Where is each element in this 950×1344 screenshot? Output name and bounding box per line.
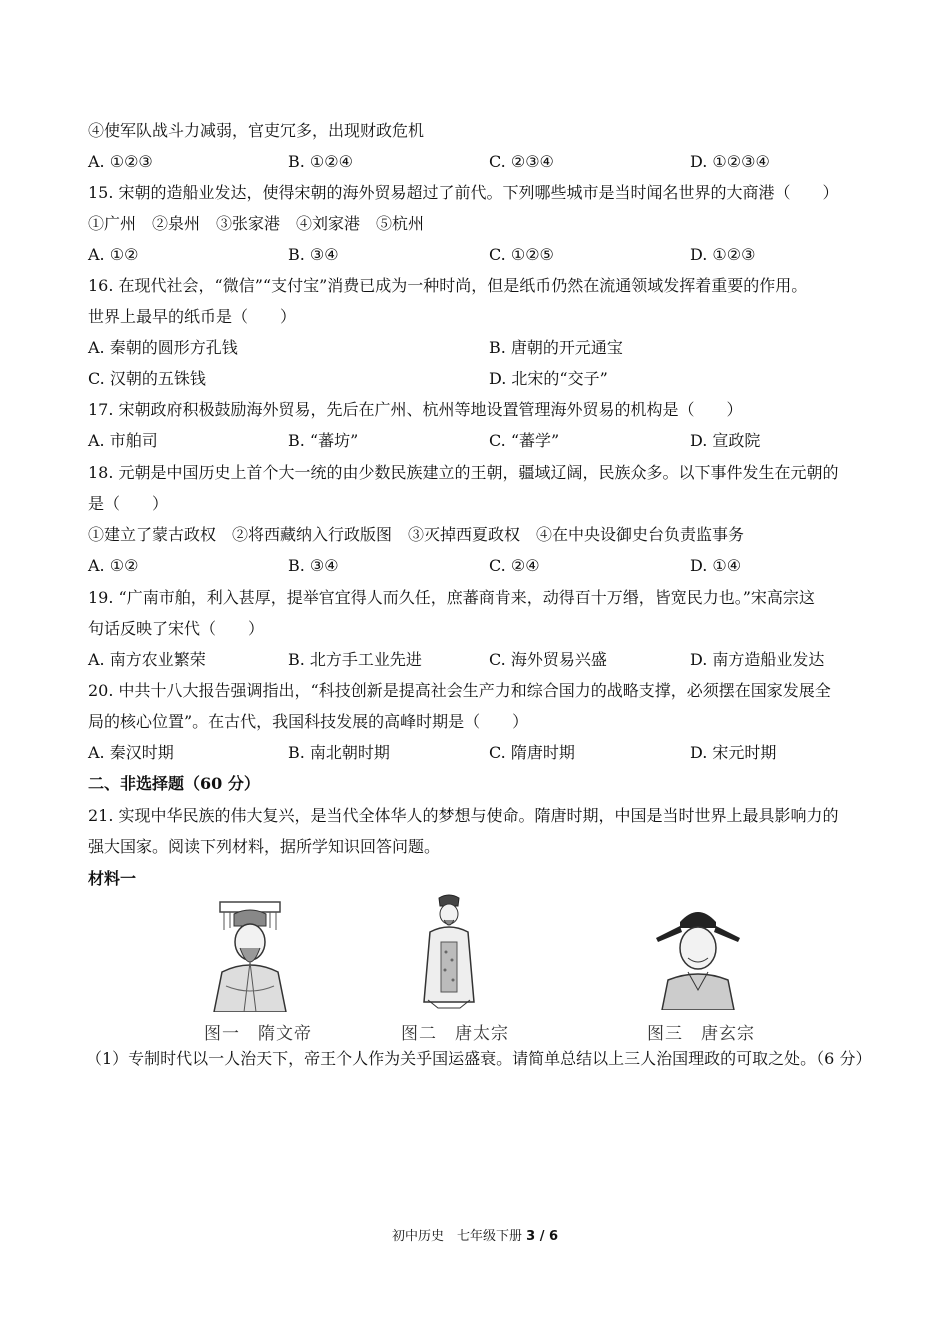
q18-stem-line1: 18. 元朝是中国历史上首个大一统的由少数民族建立的王朝，疆域辽阔，民族众多。以下事件发生在元朝的 <box>88 463 839 482</box>
q20-stem-line2: 局的核心位置”。在古代，我国科技发展的高峰时期是（ ） <box>88 712 529 731</box>
section-heading-nonchoice: 二、非选择题（60 分） <box>88 774 260 793</box>
q16-option-d: D. 北宋的“交子” <box>489 369 608 388</box>
q20-option-c: C. 隋唐时期 <box>489 743 575 762</box>
page-footer <box>0 1225 950 1244</box>
q21-stem-line2: 强大国家。阅读下列材料，据所学知识回答问题。 <box>88 837 441 856</box>
q14-item4: ④使军队战斗力减弱，官吏冗多，出现财政危机 <box>88 121 425 140</box>
q14-option-c: C. ②③④ <box>489 152 554 171</box>
q16-option-b: B. 唐朝的开元通宝 <box>489 338 623 357</box>
q16-stem-line2: 世界上最早的纸币是（ ） <box>88 307 297 326</box>
figure-caption-2: 图二 唐太宗 <box>401 1024 509 1044</box>
material-label: 材料一 <box>88 869 137 888</box>
q14-option-a: A. ①②③ <box>88 152 153 171</box>
q20-option-b: B. 南北朝时期 <box>288 743 390 762</box>
q16-option-a: A. 秦朝的圆形方孔钱 <box>88 338 238 357</box>
page-number: 3 / 6 <box>526 1229 559 1244</box>
q18-option-b: B. ③④ <box>288 556 339 575</box>
q19-option-b: B. 北方手工业先进 <box>288 650 422 669</box>
q18-option-a: A. ①② <box>88 556 139 575</box>
portrait-sui-wendi <box>204 896 296 1012</box>
q15-items: ①广州 ②泉州 ③张家港 ④刘家港 ⑤杭州 <box>88 214 425 233</box>
q15-option-c: C. ①②⑤ <box>489 245 554 264</box>
q16-stem-line1: 16. 在现代社会，“微信”“支付宝”消费已成为一种时尚，但是纸币仍然在流通领域发挥着重要的作用。 <box>88 276 808 295</box>
q15-option-d: D. ①②③ <box>690 245 756 264</box>
figure-caption-3: 图三 唐玄宗 <box>647 1024 755 1044</box>
q18-items: ①建立了蒙古政权 ②将西藏纳入行政版图 ③灭掉西夏政权 ④在中央设御史台负责监事务 <box>88 525 745 544</box>
q20-option-a: A. 秦汉时期 <box>88 743 174 762</box>
q18-option-c: C. ②④ <box>489 556 540 575</box>
q17-stem: 17. 宋朝政府积极鼓励海外贸易，先后在广州、杭州等地设置管理海外贸易的机构是（ ） <box>88 400 743 419</box>
q19-option-a: A. 南方农业繁荣 <box>88 650 206 669</box>
q20-option-d: D. 宋元时期 <box>690 743 777 762</box>
q17-option-b: B. “蕃坊” <box>288 431 359 450</box>
q21-stem-line1: 21. 实现中华民族的伟大复兴，是当代全体华人的梦想与使命。隋唐时期，中国是当时世界上最具影响力的 <box>88 806 839 825</box>
q15-stem: 15. 宋朝的造船业发达，使得宋朝的海外贸易超过了前代。下列哪些城市是当时闻名世界的大商港（ ） <box>88 183 839 202</box>
q19-stem-line2: 句话反映了宋代（ ） <box>88 619 265 638</box>
q16-option-c: C. 汉朝的五铢钱 <box>88 369 206 388</box>
portrait-tang-taizong <box>414 892 484 1010</box>
portrait-tang-xuanzong <box>648 898 748 1010</box>
q18-stem-line2: 是（ ） <box>88 494 169 513</box>
q14-option-d: D. ①②③④ <box>690 152 770 171</box>
q18-option-d: D. ①④ <box>690 556 742 575</box>
q19-option-c: C. 海外贸易兴盛 <box>489 650 607 669</box>
q14-option-b: B. ①②④ <box>288 152 353 171</box>
q17-option-c: C. “蕃学” <box>489 431 560 450</box>
footer-text: 初中历史 七年级下册 <box>391 1229 527 1244</box>
q19-stem-line1: 19. “广南市舶，利入甚厚，提举官宜得人而久任，庶蕃商肯来，动得百十万缗，皆宽民力也。”宋高宗这 <box>88 588 815 607</box>
q21-subquestion-1: （1）专制时代以一人治天下，帝王个人作为关乎国运盛衰。请简单总结以上三人治国理政的可取之处。（6 分） <box>86 1049 872 1068</box>
q19-option-d: D. 南方造船业发达 <box>690 650 825 669</box>
q15-option-a: A. ①② <box>88 245 139 264</box>
figure-caption-1: 图一 隋文帝 <box>204 1024 312 1044</box>
q17-option-d: D. 宣政院 <box>690 431 761 450</box>
q20-stem-line1: 20. 中共十八大报告强调指出，“科技创新是提高社会生产力和综合国力的战略支撑，必须摆在国家发展全 <box>88 681 831 700</box>
q15-option-b: B. ③④ <box>288 245 339 264</box>
q17-option-a: A. 市舶司 <box>88 431 158 450</box>
